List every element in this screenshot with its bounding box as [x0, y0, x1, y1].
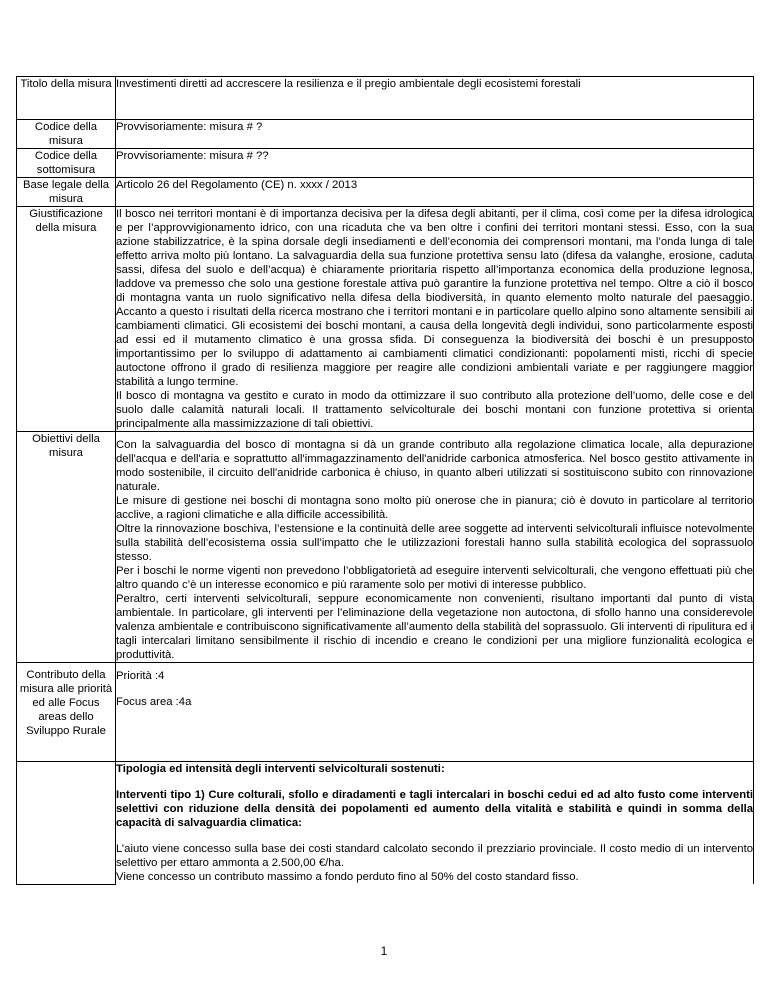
- value-codice-sottomisura: Provvisoriamente: misura # ??: [116, 149, 754, 178]
- row-obiettivi: [17, 432, 754, 663]
- giustificazione-paragraph: Il bosco di montagna va gestito e curato in modo da ottimizzare il suo contributo alla protezione dell’uomo, delle cose e del suolo dalle calamità naturali locali. Il trattamento selvicolturale dei boschi montani con funzione protettiva si orienta principalmente alla massimizzazione di tali obiettivi.: [116, 390, 753, 430]
- value-codice-misura: Provvisoriamente: misura # ?: [116, 120, 754, 149]
- focus-area-text: Focus area :4a: [116, 696, 192, 708]
- label-codice-misura: Codice della misura: [17, 120, 116, 149]
- measure-table: [16, 76, 754, 885]
- page-number: 1: [380, 944, 388, 958]
- priorita-text: Priorità :4: [116, 670, 165, 682]
- label-giustificazione: Giustificazione della misura: [17, 207, 116, 432]
- tipologia-text-2: Viene concesso un contributo massimo a fondo perduto fino al 50% del costo standard fisso.: [116, 871, 579, 883]
- value-giustificazione: [116, 207, 754, 432]
- obiettivi-paragraph: Per i boschi le norme vigenti non prevedono l’obbligatorietà ad eseguire interventi selvicolturali, che vengono effettuati più che altro quando c’è un interesse economico e più raramente solo per motivi di interesse pubblico.: [116, 565, 753, 591]
- value-base-legale: Articolo 26 del Regolamento (CE) n. xxxx / 2013: [116, 178, 754, 207]
- obiettivi-paragraph: Le misure di gestione nei boschi di montagna sono molto più onerose che in pianura; ciò è dovuto in particolare al territorio acclive, a ragioni climatiche e alla difficile accessibilità.: [116, 495, 753, 521]
- obiettivi-paragraph: Peraltro, certi interventi selvicolturali, seppure economicamente non convenienti, risultano importanti dal punto di vista ambientale. In particolare, gli interventi per l’eliminazione della vegetazione non autoctona, di sfollo hanno una considerevole valenza ambientale e contribuiscono significativamente all’aumento della stabilità del soprassuolo. Gli interventi di ripulitura ed i tagli intercalari limitano sensibilmente il rischio di incendio e creano le condizioni per una migliore funzionalità ecologica e produttività.: [116, 593, 753, 661]
- value-obiettivi: [116, 432, 754, 663]
- tipologia-label-empty: [17, 762, 116, 885]
- row-contributo: [17, 663, 754, 762]
- tipologia-subheading: Interventi tipo 1) Cure colturali, sfollo e diradamenti e tagli intercalari in boschi cedui ed ad alto fusto come interventi selettivi con riduzione della densità dei popolamenti ed aumento della vitalità e stabilità e quindi in somma della capacità di salvaguardia climatica:: [116, 789, 753, 829]
- obiettivi-paragraph: Oltre la rinnovazione boschiva, l’estensione e la continuità delle aree soggette ad interventi selvicolturali influisce notevolmente sulla stabilità dell’ecosistema ossia sull’impatto che le utilizzazioni forestali hanno sulla stabilità ecologica del soprassuolo stesso.: [116, 523, 753, 563]
- value-titolo: Investimenti diretti ad accrescere la resilienza e il pregio ambientale degli ecosistemi forestali: [116, 77, 754, 120]
- value-tipologia: [116, 762, 754, 885]
- row-tipologia: [17, 762, 754, 885]
- value-contributo: [116, 663, 754, 762]
- row-codice-misura: [17, 120, 754, 149]
- label-obiettivi: Obiettivi della misura: [17, 432, 116, 663]
- tipologia-heading: Tipologia ed intensità degli interventi selvicolturali sostenuti:: [116, 763, 445, 775]
- row-titolo: [17, 77, 754, 120]
- giustificazione-paragraph: Il bosco nei territori montani è di importanza decisiva per la difesa degli abitanti, per il clima, così come per la difesa idrologica e per l’approvvigionamento idrico, con una ricaduta che va ben oltre i confini dei territori montani stessi. Esso, con la sua azione stabilizzatrice, è la spina dorsale degli insediamenti e dell’economia dei comprensori montani, ma l’onda lunga di tale effetto arriva molto più lontano. La salvaguardia della sua funzione protettiva sensu lato (difesa da valanghe, erosione, caduta sassi, difesa del suolo e dell’acqua) è chiaramente prioritaria rispetto all’importanza economica della produzione legnosa, laddove va premesso che solo una gestione forestale attiva può garantire la funzione protettiva nel tempo. Oltre a ciò il bosco di montagna vanta un ruolo significativo nella difesa della biodiversità, in quanto elemento molto naturale del paesaggio. Accanto a questo i risultati della ricerca mostrano che i territori montani e in particolare quello alpino sono altamente sensibili ai cambiamenti climatici. Gli ecosistemi dei boschi montani, a causa della longevità degli individui, sono particolarmente esposti ad essi ed il mutamento climatico è una grossa sfida. Di conseguenza la biodiversità dei boschi è un presupposto importantissimo per lo sviluppo di adattamento ai cambiamenti climatici condizionanti: popolamenti misti, ricchi di specie autoctone offrono il grado di resilienza maggiore per reagire alle condizioni ambientali variate e per raggiungere maggior stabilità a lungo termine.: [116, 208, 753, 388]
- label-titolo: Titolo della misura: [17, 77, 116, 120]
- obiettivi-paragraph: Con la salvaguardia del bosco di montagna si dà un grande contributo alla regolazione climatica locale, alla depurazione dell'acqua e dell'aria e soprattutto all'immagazzinamento dell'anidride carbonica atmosferica. Nel bosco gestito attivamente in modo sostenibile, il circuito dell'anidride carbonica è chiuso, in quanto alberi utilizzati si sostituiscono subito con rinnovazione naturale.: [116, 439, 753, 493]
- label-contributo: Contributo della misura alle priorità ed alle Focus areas dello Sviluppo Rurale: [17, 663, 116, 762]
- measure-document: [16, 76, 754, 885]
- label-base-legale: Base legale della misura: [17, 178, 116, 207]
- row-codice-sottomisura: [17, 149, 754, 178]
- tipologia-text-1: L’aiuto viene concesso sulla base dei costi standard calcolato secondo il prezziario provinciale. Il costo medio di un intervento selettivo per ettaro ammonta a 2.500,00 €/ha.: [116, 843, 753, 869]
- row-base-legale: [17, 178, 754, 207]
- label-codice-sottomisura: Codice della sottomisura: [17, 149, 116, 178]
- row-giustificazione: [17, 207, 754, 432]
